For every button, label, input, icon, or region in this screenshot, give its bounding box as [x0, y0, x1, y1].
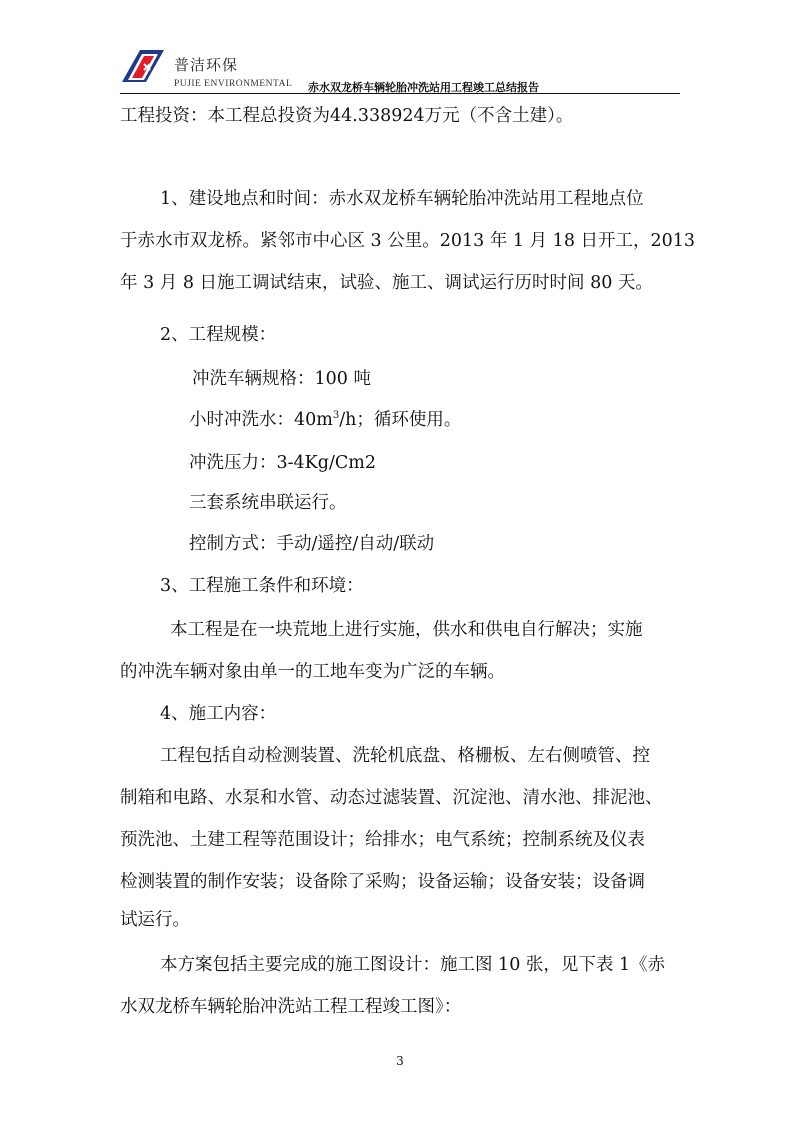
section-1-line-3: 年 3 月 8 日施工调试结束，试验、施工、调试运行历时时间 80 天。 [120, 273, 653, 293]
scale-item-control: 控制方式：手动/遥控/自动/联动 [189, 534, 435, 554]
section-3-line-2: 的冲洗车辆对象由单一的工地车变为广泛的车辆。 [120, 662, 505, 682]
page-header [120, 48, 680, 98]
section-1-line-2: 于赤水市双龙桥。紧邻市中心区 3 公里。2013 年 1 月 18 日开工，2013 [120, 231, 696, 251]
investment-line: 工程投资：本工程总投资为44.338924万元（不含土建）。 [120, 106, 574, 126]
section-4-line-4: 检测装置的制作安装；设备除了采购；设备运输；设备安装；设备调 [120, 872, 645, 892]
section-4-line-1: 工程包括自动检测装置、洗轮机底盘、格栅板、左右侧喷管、控 [160, 746, 650, 766]
section-5-line-1: 本方案包括主要完成的施工图设计：施工图 10 张，见下表 1《赤 [160, 955, 666, 975]
scale-item-system: 三套系统串联运行。 [189, 493, 347, 513]
section-4-line-3: 预洗池、土建工程等范围设计；给排水；电气系统；控制系统及仪表 [120, 830, 645, 850]
header-rule [120, 93, 680, 94]
page-number: 3 [396, 1054, 404, 1068]
section-3-title: 3、工程施工条件和环境： [160, 576, 364, 596]
brand-name-en: PUJIE ENVIRONMENTAL [174, 79, 293, 89]
section-5-line-2: 水双龙桥车辆轮胎冲洗站工程工程竣工图》： [120, 997, 462, 1017]
section-4-title: 4、施工内容： [160, 704, 277, 724]
brand-name-cn: 普洁环保 [174, 56, 239, 74]
document-title: 赤水双龙桥车辆轮胎冲洗站用工程竣工总结报告 [308, 81, 539, 94]
scale-item-water [189, 411, 461, 429]
section-2-title: 2、工程规模： [160, 325, 277, 345]
section-4-line-2: 制箱和电路、水泵和水管、动态过滤装置、沉淀池、清水池、排泥池、 [120, 788, 663, 808]
section-3-line-1: 本工程是在一块荒地上进行实施，供水和供电自行解决；实施 [170, 620, 643, 640]
scale-item-pressure: 冲洗压力：3-4Kg/Cm2 [189, 453, 376, 473]
scale-item-water-post: /h；循环使用。 [339, 409, 462, 430]
section-4-line-5: 试运行。 [120, 910, 190, 930]
scale-item-water-pre: 小时冲洗水：40m [189, 409, 333, 430]
scale-item-vehicle: 冲洗车辆规格：100 吨 [192, 369, 371, 389]
section-1-line-1: 1、建设地点和时间：赤水双龙桥车辆轮胎冲洗站用工程地点位 [160, 189, 644, 209]
scale-item-water-sup: 3 [332, 410, 340, 421]
pujie-logo-icon [120, 48, 166, 84]
